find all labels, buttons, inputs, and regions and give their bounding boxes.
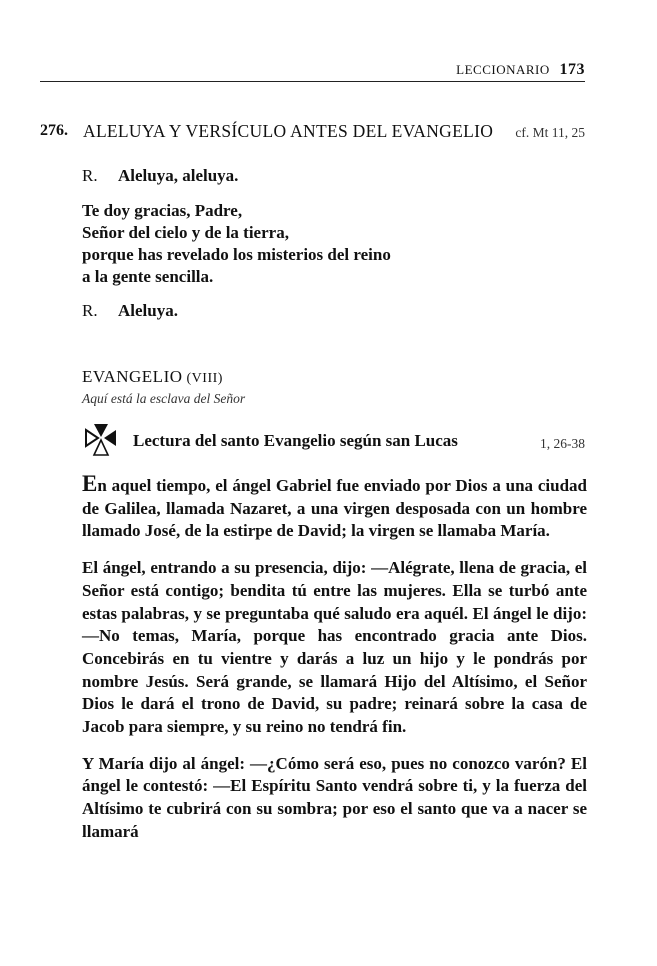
paragraph: Y María dijo al ángel: —¿Cómo será eso, pues no conozco varón? El ángel le contestó: —El Espíritu Santo vendrá sobre ti, y la fuerza del Altísimo te cubrirá con su sombra; por eso el santo que va a nacer se llamará (82, 753, 587, 841)
verse-line: porque has revelado los misterios del reino (82, 245, 391, 264)
gospel-number: (VIII) (186, 371, 223, 386)
response-symbol: R. (82, 301, 98, 320)
running-head-title: LECCIONARIO (456, 62, 550, 77)
lectura-heading: Lectura del santo Evangelio según san Lucas (133, 431, 458, 450)
verse-line: a la gente sencilla. (82, 267, 214, 286)
drop-cap: E (82, 471, 98, 496)
response-symbol: R. (82, 166, 98, 185)
gospel-title-text: EVANGELIO (82, 367, 183, 386)
verse-line: Señor del cielo y de la tierra, (82, 223, 289, 242)
verse-block (82, 200, 588, 288)
closing-text: Aleluya. (118, 301, 178, 320)
running-header (456, 61, 585, 79)
page-number: 173 (559, 61, 585, 78)
closing-response (82, 301, 588, 321)
section-title: ALELUYA Y VERSÍCULO ANTES DEL EVANGELIO (83, 121, 494, 141)
header-rule (40, 81, 585, 82)
paragraph: El ángel, entrando a su presencia, dijo: —Alégrate, llena de gracia, el Señor está contigo; bendita tú entre las mujeres. Ella se turbó ante estas palabras, y se preguntaba qué saludo era aquél. El ángel le dijo: —No temas, María, porque has encontrado gracia ante Dios. Concebirás en tu vientre y darás a luz un hijo y le pondrás por nombre Jesús. Será grande, se llamará Hijo del Altísimo, el Señor Dios le dará el trono de David, su padre; reinará sobre la casa de Jacob para siempre, y su reino no tendrá fin. (82, 558, 587, 737)
paragraph-text: n aquel tiempo, el ángel Gabriel fue enviado por Dios a una ciudad de Galilea, llamada Nazaret, a una virgen desposada con un hombre llamado José, de la estirpe de David; la virgen se llamaba María. (82, 476, 587, 541)
section-number: 276. (40, 122, 68, 139)
gospel-subtitle: Aquí está la esclava del Señor (82, 391, 246, 406)
gospel-body (82, 473, 587, 858)
paragraph (82, 473, 587, 543)
cross-icon (84, 423, 118, 457)
response-text: Aleluya, aleluya. (118, 166, 239, 185)
section-reference: cf. Mt 11, 25 (515, 125, 585, 140)
gospel-title (82, 367, 223, 387)
lectura-reference: 1, 26-38 (540, 436, 585, 451)
verse-line: Te doy gracias, Padre, (82, 201, 243, 220)
response-line (82, 166, 588, 186)
